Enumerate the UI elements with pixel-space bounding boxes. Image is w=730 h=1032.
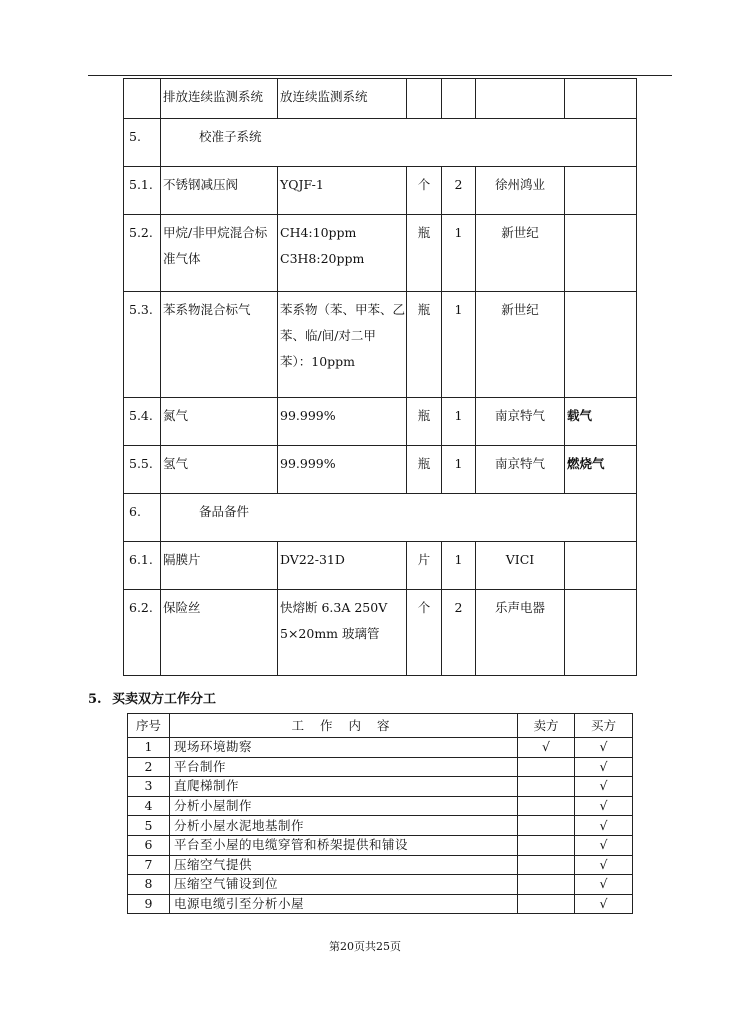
item-remark-text <box>565 167 636 172</box>
equipment-table <box>123 78 637 676</box>
table-row <box>128 855 633 875</box>
work-index: 8 <box>128 875 170 895</box>
item-qty <box>442 398 476 446</box>
work-seller <box>518 757 575 777</box>
item-maker <box>476 398 565 446</box>
work-index: 5 <box>128 816 170 836</box>
work-content: 直爬梯制作 <box>170 777 518 797</box>
table-row <box>128 738 633 758</box>
item-maker-text: VICI <box>505 552 535 567</box>
work-buyer: √ <box>575 777 633 797</box>
item-unit <box>407 215 442 292</box>
table-row <box>128 777 633 797</box>
work-index: 1 <box>128 738 170 758</box>
item-unit-text: 瓶 <box>417 408 431 423</box>
work-content: 平台至小屋的电缆穿管和桥架提供和铺设 <box>170 835 518 855</box>
item-unit-text: 瓶 <box>417 302 431 317</box>
row-number-text: 6.1. <box>129 552 153 567</box>
work-buyer: √ <box>575 816 633 836</box>
work-seller <box>518 855 575 875</box>
item-spec-text: 99.999% <box>280 456 336 471</box>
table-row <box>124 542 637 590</box>
header-seller: 卖方 <box>518 714 575 738</box>
work-content: 现场环境勘察 <box>170 738 518 758</box>
item-unit <box>407 292 442 398</box>
table-row <box>124 590 637 676</box>
work-buyer: √ <box>575 835 633 855</box>
item-name <box>161 446 278 494</box>
item-remark-text <box>565 79 636 84</box>
item-maker-text: 南京特气 <box>494 408 545 423</box>
item-qty-text: 2 <box>454 600 463 615</box>
item-name-text: 甲烷/非甲烷混合标准气体 <box>163 225 268 266</box>
row-number <box>124 494 161 542</box>
item-spec-text: YQJF-1 <box>280 177 324 192</box>
row-number-text <box>124 79 160 84</box>
work-buyer: √ <box>575 894 633 914</box>
item-remark-text <box>565 292 636 297</box>
item-name <box>161 79 278 119</box>
item-maker <box>476 292 565 398</box>
item-remark-text: 燃烧气 <box>567 456 605 471</box>
work-seller <box>518 816 575 836</box>
section-number: 5. <box>88 692 102 707</box>
item-name-text: 氮气 <box>163 408 189 423</box>
work-content: 压缩空气铺设到位 <box>170 875 518 895</box>
item-qty-text: 1 <box>454 302 463 317</box>
item-name-text: 保险丝 <box>163 600 201 615</box>
item-name-text: 隔膜片 <box>163 552 201 567</box>
row-number-text: 5. <box>129 129 141 144</box>
section-title-cell-text: 校准子系统 <box>199 129 262 144</box>
work-index: 6 <box>128 835 170 855</box>
item-unit <box>407 542 442 590</box>
item-maker <box>476 167 565 215</box>
table-row <box>124 292 637 398</box>
item-maker <box>476 542 565 590</box>
item-qty-text <box>442 79 475 84</box>
item-unit-text: 片 <box>417 552 431 567</box>
item-remark <box>565 79 637 119</box>
item-qty-text: 1 <box>454 456 463 471</box>
item-name <box>161 542 278 590</box>
table-row <box>124 215 637 292</box>
item-maker-text: 新世纪 <box>501 225 539 240</box>
item-maker <box>476 79 565 119</box>
item-remark-text <box>565 542 636 547</box>
item-spec-text: 99.999% <box>280 408 336 423</box>
item-maker <box>476 446 565 494</box>
work-content: 平台制作 <box>170 757 518 777</box>
table-row <box>128 835 633 855</box>
item-qty <box>442 590 476 676</box>
item-spec <box>278 292 407 398</box>
table-row <box>128 796 633 816</box>
work-buyer: √ <box>575 796 633 816</box>
item-name-text: 氢气 <box>163 456 189 471</box>
work-buyer: √ <box>575 855 633 875</box>
row-number <box>124 398 161 446</box>
work-content: 电源电缆引至分析小屋 <box>170 894 518 914</box>
item-unit-text: 瓶 <box>417 456 431 471</box>
item-remark-text <box>565 590 636 595</box>
section-row <box>124 494 637 542</box>
work-buyer: √ <box>575 738 633 758</box>
item-remark <box>565 398 637 446</box>
section-title: 买卖双方工作分工 <box>112 692 217 707</box>
item-maker <box>476 590 565 676</box>
item-qty <box>442 167 476 215</box>
work-division-table <box>127 713 633 914</box>
section-title-cell <box>161 494 637 542</box>
item-spec-text: 放连续监测系统 <box>280 89 368 104</box>
item-maker-text: 南京特气 <box>494 456 545 471</box>
row-number-text: 5.4. <box>129 408 153 423</box>
item-unit-text <box>407 79 441 84</box>
work-index: 3 <box>128 777 170 797</box>
work-buyer: √ <box>575 757 633 777</box>
table-row <box>128 757 633 777</box>
row-number <box>124 446 161 494</box>
item-spec <box>278 590 407 676</box>
work-index: 7 <box>128 855 170 875</box>
item-maker-text: 新世纪 <box>501 302 539 317</box>
work-content: 分析小屋制作 <box>170 796 518 816</box>
row-number-text: 5.1. <box>129 177 153 192</box>
item-unit <box>407 446 442 494</box>
work-table-header-row <box>128 714 633 738</box>
table-row <box>128 816 633 836</box>
work-index: 2 <box>128 757 170 777</box>
item-remark <box>565 542 637 590</box>
section-heading <box>88 688 216 707</box>
work-seller <box>518 835 575 855</box>
item-qty-text: 2 <box>454 177 463 192</box>
item-remark <box>565 292 637 398</box>
item-spec <box>278 398 407 446</box>
work-buyer: √ <box>575 875 633 895</box>
table-row <box>128 894 633 914</box>
row-number-text: 5.2. <box>129 225 153 240</box>
item-unit-text: 个 <box>417 177 431 192</box>
item-spec-text: 快熔断 6.3A 250V 5×20mm 玻璃管 <box>280 600 388 641</box>
item-qty <box>442 292 476 398</box>
row-number-text: 6.2. <box>129 600 153 615</box>
item-spec <box>278 542 407 590</box>
work-seller: √ <box>518 738 575 758</box>
item-qty <box>442 215 476 292</box>
table-row <box>124 167 637 215</box>
row-number-text: 5.5. <box>129 456 153 471</box>
item-spec <box>278 215 407 292</box>
item-spec <box>278 79 407 119</box>
work-seller <box>518 875 575 895</box>
table-row <box>128 875 633 895</box>
work-content: 分析小屋水泥地基制作 <box>170 816 518 836</box>
row-number <box>124 119 161 167</box>
item-name-text: 不锈钢减压阀 <box>163 177 239 192</box>
work-seller <box>518 796 575 816</box>
item-unit <box>407 167 442 215</box>
row-number <box>124 542 161 590</box>
item-unit-text: 瓶 <box>417 225 431 240</box>
item-name <box>161 167 278 215</box>
item-qty-text: 1 <box>454 408 463 423</box>
row-number-text: 6. <box>129 504 141 519</box>
work-seller <box>518 894 575 914</box>
section-row <box>124 119 637 167</box>
row-number-text: 5.3. <box>129 302 153 317</box>
item-name-text: 排放连续监测系统 <box>163 89 264 104</box>
section-title-cell-text: 备品备件 <box>199 504 250 519</box>
work-index: 4 <box>128 796 170 816</box>
header-buyer: 买方 <box>575 714 633 738</box>
header-rule <box>88 75 672 76</box>
item-qty <box>442 79 476 119</box>
page-footer: 第20页共25页 <box>329 940 401 953</box>
item-unit <box>407 398 442 446</box>
item-maker <box>476 215 565 292</box>
item-remark-text: 载气 <box>567 408 593 423</box>
section-title-cell <box>161 119 637 167</box>
item-qty <box>442 446 476 494</box>
item-remark <box>565 446 637 494</box>
row-number <box>124 167 161 215</box>
item-remark <box>565 590 637 676</box>
item-qty-text: 1 <box>454 552 463 567</box>
row-number <box>124 79 161 119</box>
item-spec <box>278 446 407 494</box>
row-number <box>124 215 161 292</box>
item-maker-text: 乐声电器 <box>494 600 545 615</box>
header-index: 序号 <box>128 714 170 738</box>
item-maker-text <box>476 79 564 84</box>
work-index: 9 <box>128 894 170 914</box>
item-remark-text <box>565 215 636 220</box>
item-spec-text: 苯系物（苯、甲苯、乙苯、临/间/对二甲苯）：10ppm <box>280 302 406 369</box>
table-row <box>124 398 637 446</box>
item-maker-text: 徐州鸿业 <box>494 177 545 192</box>
item-name <box>161 590 278 676</box>
item-qty <box>442 542 476 590</box>
item-name <box>161 292 278 398</box>
item-unit <box>407 79 442 119</box>
item-spec <box>278 167 407 215</box>
item-name-text: 苯系物混合标气 <box>163 302 251 317</box>
header-content: 工 作 内 容 <box>170 714 518 738</box>
item-spec-text: DV22-31D <box>280 552 345 567</box>
item-name <box>161 398 278 446</box>
table-row <box>124 446 637 494</box>
item-remark <box>565 215 637 292</box>
work-content: 压缩空气提供 <box>170 855 518 875</box>
item-remark <box>565 167 637 215</box>
item-spec-text: CH4:10ppm C3H8:20ppm <box>280 225 365 266</box>
item-unit-text: 个 <box>417 600 431 615</box>
item-unit <box>407 590 442 676</box>
work-seller <box>518 777 575 797</box>
table-row <box>124 79 637 119</box>
item-name <box>161 215 278 292</box>
row-number <box>124 292 161 398</box>
row-number <box>124 590 161 676</box>
item-qty-text: 1 <box>454 225 463 240</box>
